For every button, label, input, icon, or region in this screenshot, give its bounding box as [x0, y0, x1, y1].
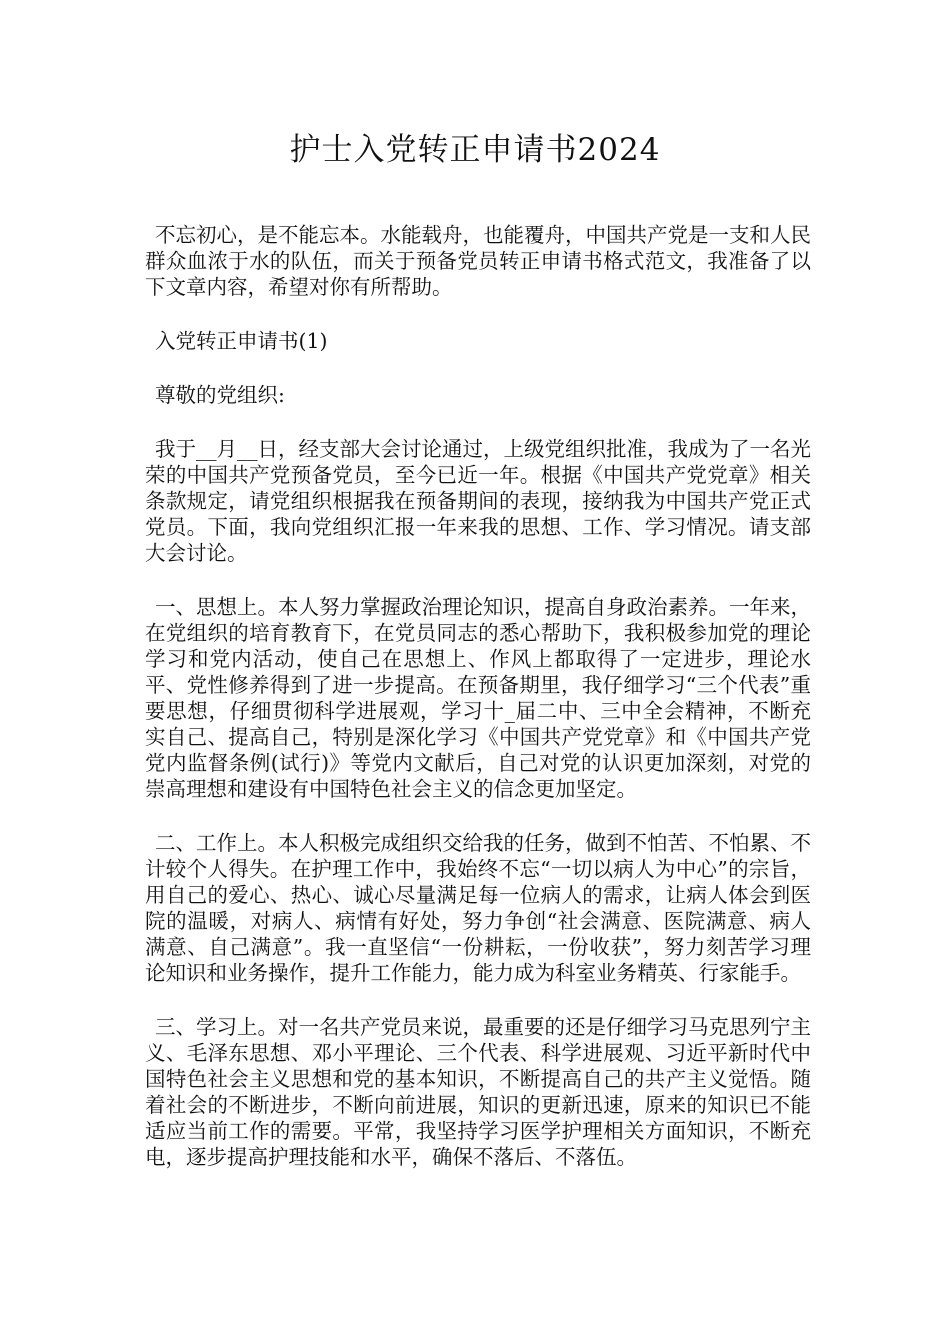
study-paragraph: 三、学习上。对一名共产党员来说，最重要的还是仔细学习马克思列宁主义、毛泽东思想、邓小平理论、三个代表、科学进展观、习近平新时代中国特色社会主义思想和党的基本知识，不断提高自己的共产主义觉悟。随着社会的不断进步，不断向前进展，知识的更新迅速，原来的知识已不能适应当前工作的需要。平常，我坚持学习医学护理相关方面知识，不断充电，逐步提高护理技能和水平，确保不落后、不落伍。	[145, 1015, 811, 1169]
section-heading: 入党转正申请书(1)	[155, 329, 328, 353]
salutation: 尊敬的党组织:	[155, 383, 285, 407]
document-title: 护士入党转正申请书2024	[289, 132, 661, 168]
intro-paragraph: 不忘初心，是不能忘本。水能载舟，也能覆舟，中国共产党是一支和人民群众血浓于水的队伍，而关于预备党员转正申请书格式范文，我准备了以下文章内容，希望对你有所帮助。	[145, 223, 811, 299]
document-body	[145, 222, 811, 1198]
opening-paragraph: 我于__月__日，经支部大会讨论通过，上级党组织批准，我成为了一名光荣的中国共产党预备党员，至今已近一年。根据《中国共产党党章》相关条款规定，请党组织根据我在预备期间的表现，接纳我为中国共产党正式党员。下面，我向党组织汇报一年来我的思想、工作、学习情况。请支部大会讨论。	[145, 437, 811, 565]
thought-paragraph: 一、思想上。本人努力掌握政治理论知识，提高自身政治素养。一年来，在党组织的培育教育下，在党员同志的悉心帮助下，我积极参加党的理论学习和党内活动，使自己在思想上、作风上都取得了一定进步，理论水平、党性修养得到了进一步提高。在预备期里，我仔细学习“三个代表”重要思想，仔细贯彻科学进展观，学习十_届二中、三中全会精神，不断充实自己、提高自己，特别是深化学习《中国共产党党章》和《中国共产党党内监督条例(试行)》等党内文献后，自己对党的认识更加深刻，对党的崇高理想和建设有中国特色社会主义的信念更加坚定。	[145, 595, 811, 801]
work-paragraph: 二、工作上。本人积极完成组织交给我的任务，做到不怕苦、不怕累、不计较个人得失。在护理工作中，我始终不忘“一切以病人为中心”的宗旨，用自己的爱心、热心、诚心尽量满足每一位病人的需求，让病人体会到医院的温暖，对病人、病情有好处，努力争创“社会满意、医院满意、病人满意、自己满意”。我一直坚信“一份耕耘，一份收获”，努力刻苦学习理论知识和业务操作，提升工作能力，能力成为科室业务精英、行家能手。	[145, 831, 811, 985]
